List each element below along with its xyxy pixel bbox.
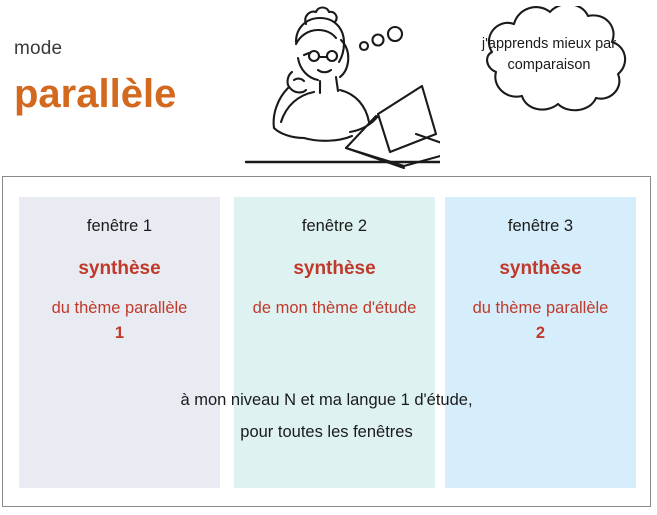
columns-container <box>3 177 650 506</box>
column-1-subtitle <box>19 296 220 346</box>
footer-line-2: pour toutes les fenêtres <box>240 423 413 441</box>
column-3-subtitle-text: du thème parallèle <box>472 299 609 317</box>
column-2-window-label: fenêtre 2 <box>301 217 368 235</box>
column-3-synthesis-label: synthèse <box>499 258 582 279</box>
column-1-subtitle-text: du thème parallèle <box>51 299 188 317</box>
thought-bubble-text: j'apprends mieux par comparaison <box>481 36 617 73</box>
diagram-panel <box>2 176 651 507</box>
column-1-subtitle-strong: 1 <box>114 324 125 342</box>
column-1-window-label: fenêtre 1 <box>86 217 153 235</box>
panel-footer <box>3 384 650 448</box>
header <box>0 0 657 175</box>
footer-line-1: à mon niveau N et ma langue 1 d'étude, <box>180 391 473 409</box>
column-3-window-label: fenêtre 3 <box>507 217 574 235</box>
column-2-content <box>234 197 435 321</box>
column-1-synthesis-label: synthèse <box>78 258 161 279</box>
column-2-synthesis-label: synthèse <box>293 258 376 279</box>
column-2-subtitle <box>234 296 435 321</box>
column-3-subtitle <box>445 296 636 346</box>
column-3-content <box>445 197 636 346</box>
person-at-laptop-icon <box>210 2 440 174</box>
mode-label: mode <box>14 38 63 59</box>
page-title: parallèle <box>14 72 177 116</box>
column-2-subtitle-text: de mon thème d'étude <box>252 299 417 317</box>
column-3-subtitle-strong: 2 <box>535 324 546 342</box>
column-1-content <box>19 197 220 346</box>
